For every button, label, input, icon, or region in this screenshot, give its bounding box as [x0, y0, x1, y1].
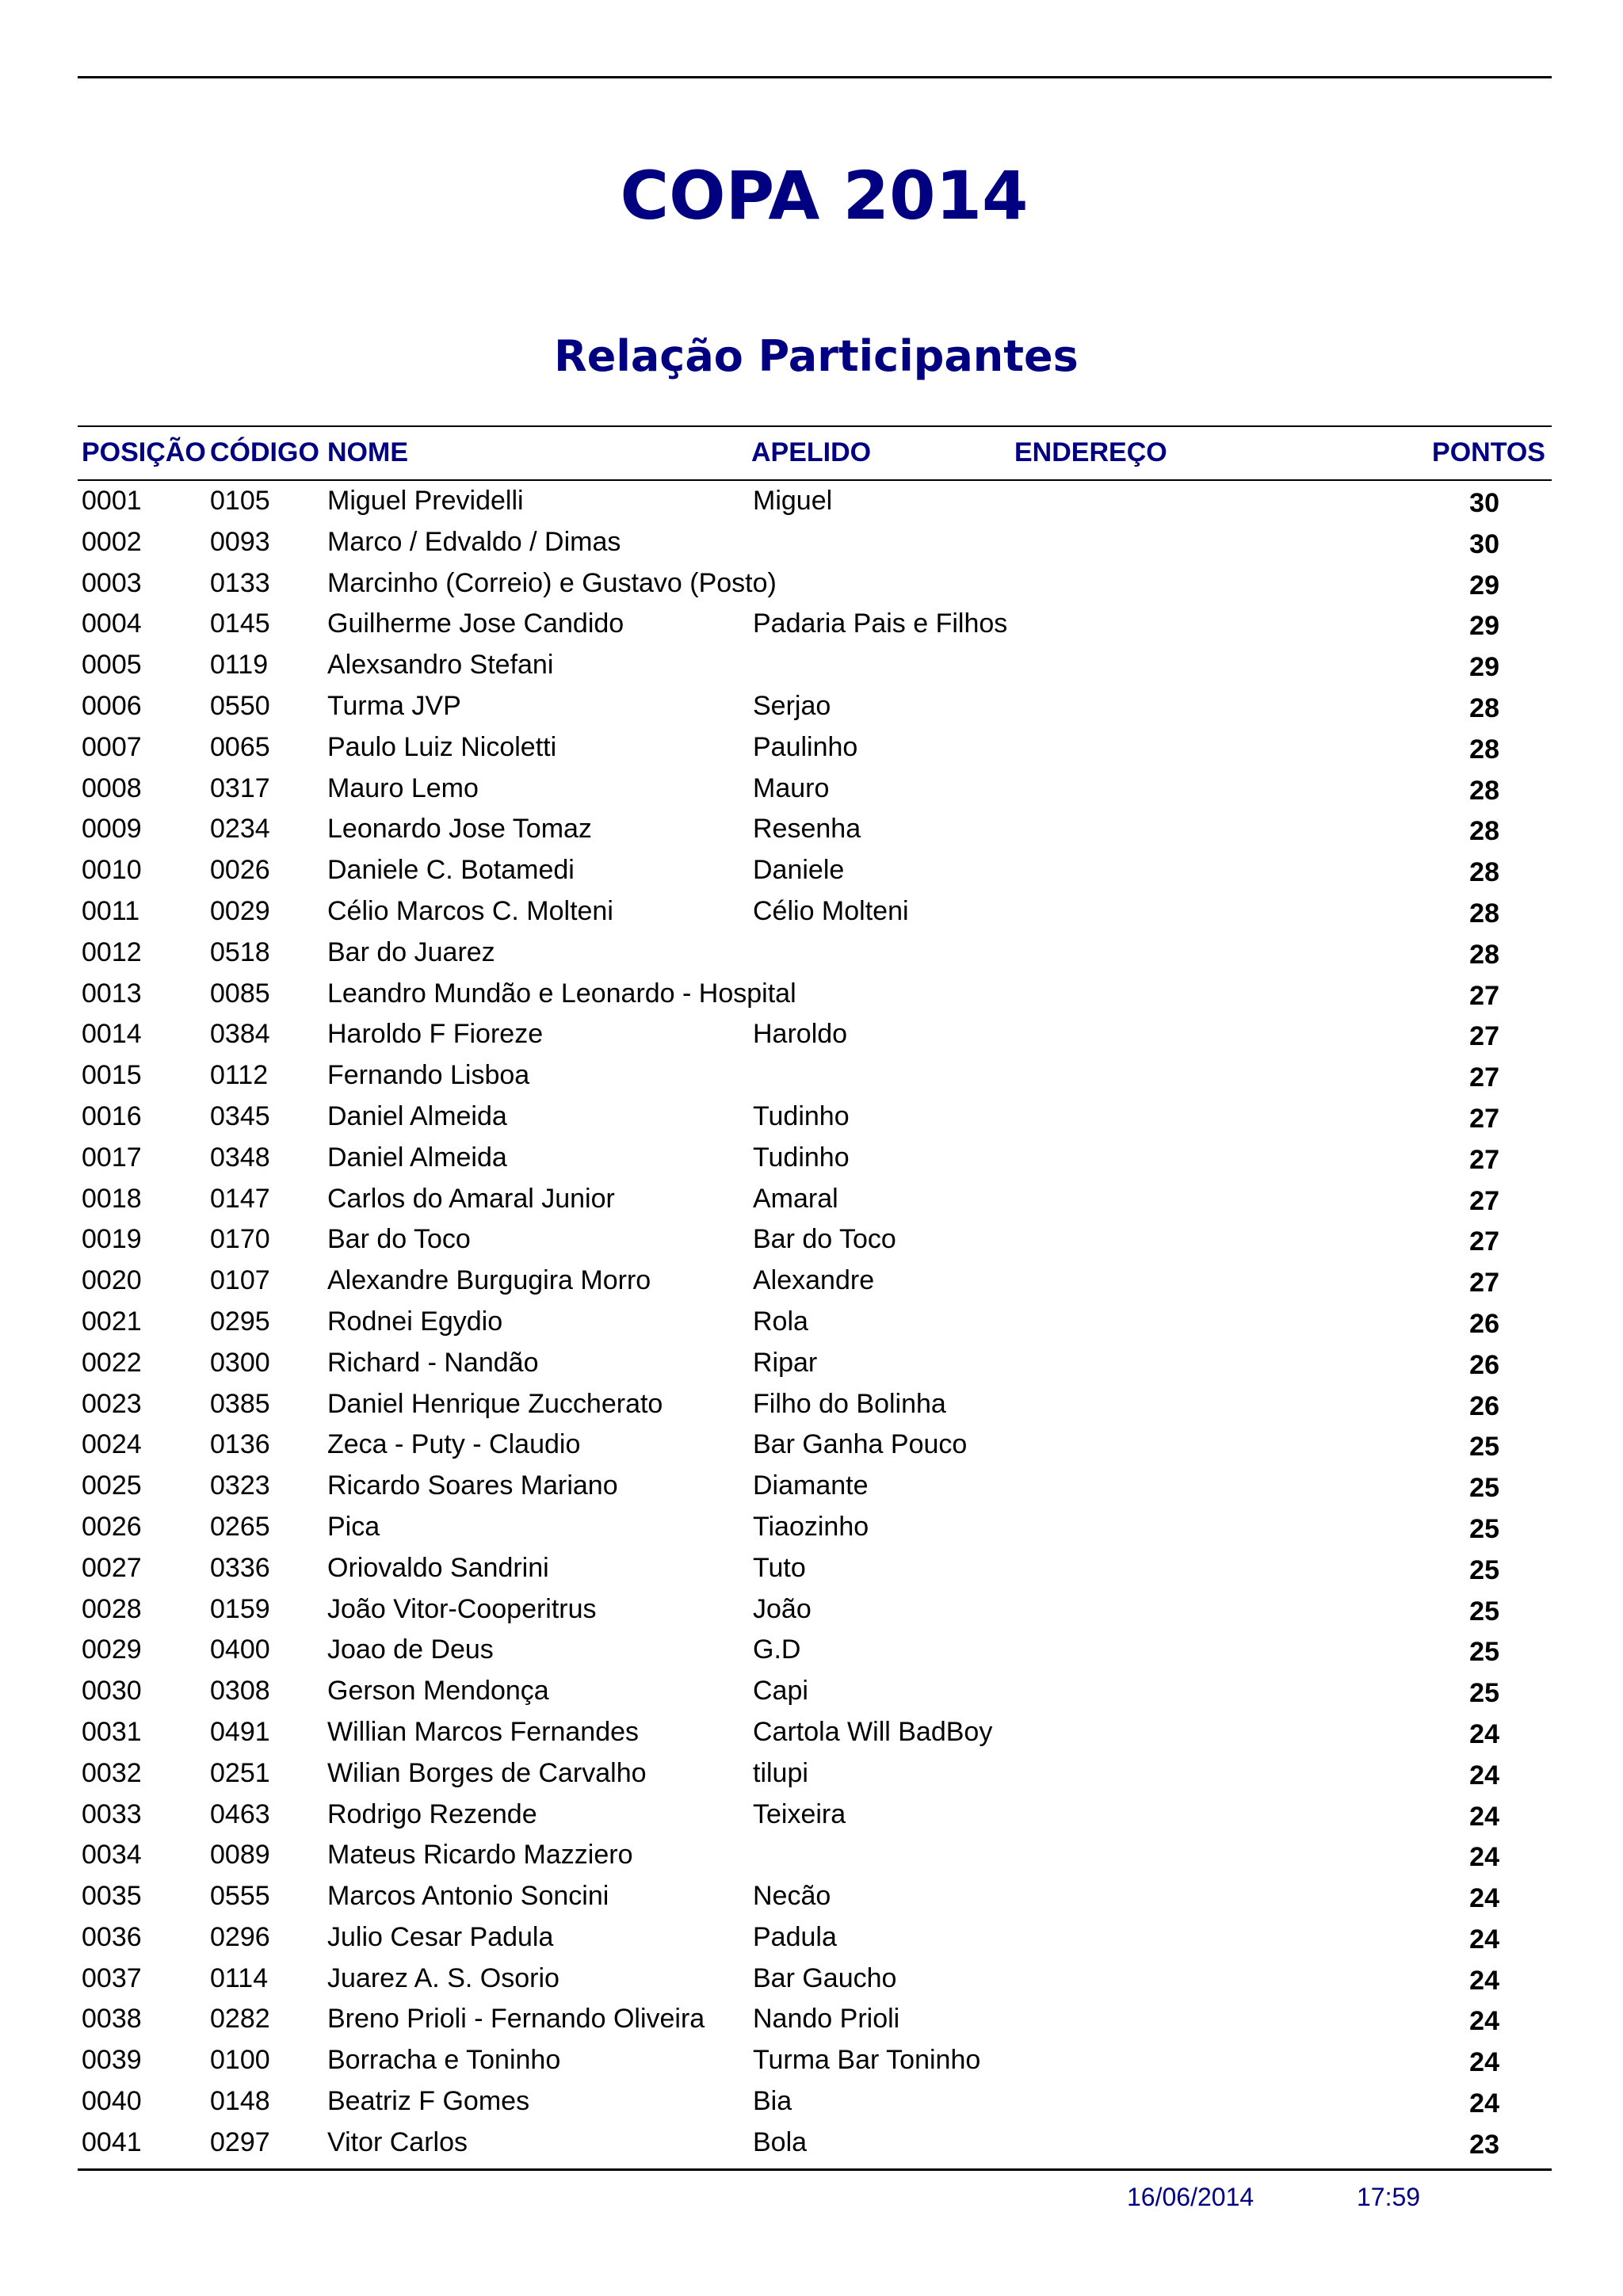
cell-pontos: 27 [1469, 1103, 1499, 1134]
cell-codigo: 0385 [210, 1388, 270, 1419]
table-row [0, 1302, 1623, 1343]
cell-pontos: 25 [1469, 1432, 1499, 1463]
cell-nome: Gerson Mendonça [327, 1676, 549, 1707]
header-apelido: APELIDO [751, 437, 872, 467]
table-row [0, 1917, 1623, 1958]
cell-codigo: 0114 [210, 1962, 269, 1993]
table-row [0, 1630, 1623, 1671]
cell-codigo: 0384 [210, 1019, 270, 1050]
cell-pontos: 24 [1469, 1718, 1499, 1749]
cell-pontos: 28 [1469, 898, 1499, 929]
cell-codigo: 0400 [210, 1634, 270, 1665]
cell-nome: Ricardo Soares Mariano [327, 1470, 618, 1501]
cell-apelido: Daniele [751, 850, 844, 891]
cell-nome: Vitor Carlos [327, 2126, 468, 2157]
cell-pontos: 24 [1469, 1842, 1499, 1873]
cell-posicao: 0024 [82, 1429, 142, 1460]
cell-codigo: 0093 [210, 526, 270, 557]
cell-posicao: 0006 [82, 690, 142, 721]
cell-codigo: 0550 [210, 690, 270, 721]
table-row [0, 522, 1623, 563]
cell-codigo: 0297 [210, 2126, 270, 2157]
cell-apelido: G.D [751, 1630, 800, 1671]
cell-nome: Mateus Ricardo Mazziero [327, 1840, 633, 1871]
cell-codigo: 0026 [210, 855, 270, 886]
cell-codigo: 0148 [210, 2086, 270, 2117]
bottom-rule [78, 2168, 1552, 2171]
cell-pontos: 26 [1469, 1349, 1499, 1380]
participants-table [0, 481, 1623, 2164]
table-row [0, 1219, 1623, 1261]
cell-codigo: 0345 [210, 1100, 270, 1131]
cell-posicao: 0037 [82, 1962, 142, 1993]
cell-posicao: 0038 [82, 2004, 142, 2035]
cell-posicao: 0034 [82, 1840, 142, 1871]
table-row [0, 1384, 1623, 1425]
cell-pontos: 25 [1469, 1513, 1499, 1544]
cell-nome: Alexsandro Stefani [327, 650, 554, 681]
cell-nome: Turma JVP [327, 690, 461, 721]
cell-nome: Daniele C. Botamedi [327, 855, 575, 886]
cell-nome: João Vitor-Cooperitrus [327, 1593, 597, 1624]
cell-nome: Leandro Mundão e Leonardo - Hospital [327, 978, 796, 1009]
table-row [0, 686, 1623, 727]
cell-nome: Marcinho (Correio) e Gustavo (Posto) [327, 567, 777, 598]
cell-codigo: 0147 [210, 1183, 270, 1214]
table-row [0, 645, 1623, 686]
cell-apelido: João [751, 1589, 812, 1630]
table-row [0, 1999, 1623, 2040]
cell-apelido: Filho do Bolinha [751, 1384, 946, 1425]
cell-nome: Juarez A. S. Osorio [327, 1962, 559, 1993]
cell-nome: Haroldo F Fioreze [327, 1019, 544, 1050]
cell-apelido: Bola [751, 2122, 807, 2164]
cell-posicao: 0039 [82, 2045, 142, 2076]
page-subtitle: Relação Participantes [554, 331, 1079, 381]
cell-pontos: 25 [1469, 1554, 1499, 1585]
cell-posicao: 0017 [82, 1142, 142, 1173]
cell-pontos: 24 [1469, 1760, 1499, 1791]
table-row [0, 604, 1623, 645]
cell-posicao: 0010 [82, 855, 142, 886]
cell-apelido: tilupi [751, 1753, 808, 1794]
cell-codigo: 0105 [210, 486, 270, 516]
cell-pontos: 30 [1469, 488, 1499, 518]
cell-posicao: 0022 [82, 1347, 142, 1378]
cell-nome: Joao de Deus [327, 1634, 494, 1665]
cell-posicao: 0007 [82, 731, 142, 762]
table-row [0, 1794, 1623, 1836]
cell-codigo: 0300 [210, 1347, 270, 1378]
cell-codigo: 0251 [210, 1757, 270, 1788]
cell-pontos: 27 [1469, 1226, 1499, 1257]
table-row [0, 1138, 1623, 1179]
cell-nome: Julio Cesar Padula [327, 1921, 554, 1952]
cell-apelido: Bar do Toco [751, 1219, 896, 1261]
cell-apelido: Célio Molteni [751, 891, 909, 933]
cell-posicao: 0012 [82, 936, 142, 967]
cell-codigo: 0100 [210, 2045, 270, 2076]
table-row [0, 2122, 1623, 2164]
cell-apelido: Tudinho [751, 1138, 850, 1179]
cell-pontos: 27 [1469, 980, 1499, 1011]
footer-date: 16/06/2014 [1127, 2183, 1254, 2211]
table-row [0, 1343, 1623, 1384]
cell-codigo: 0348 [210, 1142, 270, 1173]
cell-posicao: 0018 [82, 1183, 142, 1214]
cell-apelido: Alexandre [751, 1261, 874, 1302]
table-row [0, 2081, 1623, 2122]
table-header-top-rule [78, 425, 1552, 427]
cell-nome: Mauro Lemo [327, 772, 479, 803]
cell-codigo: 0323 [210, 1470, 270, 1501]
table-row [0, 563, 1623, 605]
cell-nome: Rodrigo Rezende [327, 1798, 537, 1829]
cell-pontos: 24 [1469, 2088, 1499, 2119]
cell-apelido: Amaral [751, 1179, 838, 1220]
table-row [0, 727, 1623, 769]
cell-apelido: Padaria Pais e Filhos [751, 604, 1007, 645]
cell-pontos: 28 [1469, 939, 1499, 970]
cell-pontos: 23 [1469, 2129, 1499, 2160]
header-codigo: CÓDIGO [210, 437, 319, 467]
cell-nome: Bar do Toco [327, 1224, 471, 1255]
cell-pontos: 27 [1469, 1268, 1499, 1299]
cell-posicao: 0009 [82, 814, 142, 845]
cell-codigo: 0463 [210, 1798, 270, 1829]
cell-apelido: Tiaozinho [751, 1507, 869, 1548]
cell-pontos: 30 [1469, 528, 1499, 559]
cell-posicao: 0026 [82, 1511, 142, 1542]
cell-posicao: 0041 [82, 2126, 142, 2157]
cell-nome: Richard - Nandão [327, 1347, 539, 1378]
cell-codigo: 0296 [210, 1921, 270, 1952]
table-row [0, 1589, 1623, 1630]
cell-pontos: 28 [1469, 816, 1499, 847]
table-row [0, 1261, 1623, 1302]
cell-apelido: Bia [751, 2081, 792, 2122]
cell-pontos: 27 [1469, 1021, 1499, 1052]
table-row [0, 1712, 1623, 1753]
cell-pontos: 28 [1469, 857, 1499, 888]
cell-nome: Leonardo Jose Tomaz [327, 814, 592, 845]
cell-codigo: 0265 [210, 1511, 270, 1542]
table-row [0, 1179, 1623, 1220]
cell-apelido: Paulinho [751, 727, 857, 769]
table-row [0, 2040, 1623, 2081]
cell-codigo: 0112 [210, 1060, 269, 1091]
cell-nome: Carlos do Amaral Junior [327, 1183, 615, 1214]
cell-codigo: 0089 [210, 1840, 270, 1871]
cell-codigo: 0136 [210, 1429, 270, 1460]
cell-pontos: 24 [1469, 1924, 1499, 1955]
cell-posicao: 0033 [82, 1798, 142, 1829]
cell-posicao: 0025 [82, 1470, 142, 1501]
cell-posicao: 0004 [82, 608, 142, 639]
table-row [0, 1425, 1623, 1466]
page-title: COPA 2014 [620, 157, 1029, 235]
table-row [0, 891, 1623, 933]
cell-posicao: 0029 [82, 1634, 142, 1665]
table-row [0, 769, 1623, 810]
cell-nome: Willian Marcos Fernandes [327, 1716, 640, 1747]
cell-apelido: Diamante [751, 1466, 869, 1507]
table-row [0, 1097, 1623, 1138]
cell-posicao: 0028 [82, 1593, 142, 1624]
cell-posicao: 0015 [82, 1060, 142, 1091]
table-row [0, 1548, 1623, 1589]
cell-nome: Alexandre Burgugira Morro [327, 1265, 651, 1296]
header-endereco: ENDEREÇO [1014, 437, 1167, 467]
header-pontos: PONTOS [1432, 437, 1545, 467]
cell-nome: Oriovaldo Sandrini [327, 1552, 549, 1583]
cell-apelido: Miguel [751, 481, 832, 522]
cell-nome: Wilian Borges de Carvalho [327, 1757, 647, 1788]
cell-posicao: 0040 [82, 2086, 142, 2117]
cell-apelido: Ripar [751, 1343, 817, 1384]
cell-pontos: 25 [1469, 1473, 1499, 1504]
cell-pontos: 29 [1469, 652, 1499, 683]
cell-posicao: 0002 [82, 526, 142, 557]
cell-codigo: 0133 [210, 567, 270, 598]
cell-posicao: 0008 [82, 772, 142, 803]
cell-pontos: 24 [1469, 1801, 1499, 1832]
cell-codigo: 0295 [210, 1306, 270, 1337]
cell-nome: Borracha e Toninho [327, 2045, 561, 2076]
cell-posicao: 0014 [82, 1019, 142, 1050]
table-row [0, 1671, 1623, 1712]
cell-nome: Beatriz F Gomes [327, 2086, 530, 2117]
cell-codigo: 0336 [210, 1552, 270, 1583]
cell-apelido: Bar Gaucho [751, 1958, 896, 2000]
cell-posicao: 0020 [82, 1265, 142, 1296]
cell-posicao: 0036 [82, 1921, 142, 1952]
cell-pontos: 25 [1469, 1637, 1499, 1668]
cell-posicao: 0021 [82, 1306, 142, 1337]
footer-time: 17:59 [1357, 2183, 1421, 2211]
cell-pontos: 26 [1469, 1390, 1499, 1421]
cell-codigo: 0234 [210, 814, 270, 845]
cell-apelido: Tuto [751, 1548, 806, 1589]
table-row [0, 809, 1623, 850]
cell-posicao: 0019 [82, 1224, 142, 1255]
cell-apelido: Tudinho [751, 1097, 850, 1138]
table-row [0, 1753, 1623, 1794]
cell-codigo: 0065 [210, 731, 270, 762]
table-row [0, 1466, 1623, 1507]
cell-apelido: Nando Prioli [751, 1999, 899, 2040]
table-row [0, 1507, 1623, 1548]
cell-codigo: 0170 [210, 1224, 270, 1255]
cell-pontos: 25 [1469, 1596, 1499, 1627]
cell-pontos: 29 [1469, 570, 1499, 601]
cell-posicao: 0003 [82, 567, 142, 598]
cell-nome: Guilherme Jose Candido [327, 608, 624, 639]
header-nome: NOME [327, 437, 408, 467]
cell-pontos: 26 [1469, 1308, 1499, 1339]
cell-codigo: 0491 [210, 1716, 270, 1747]
cell-apelido: Teixeira [751, 1794, 846, 1836]
cell-nome: Marcos Antonio Soncini [327, 1881, 609, 1912]
cell-nome: Daniel Henrique Zuccherato [327, 1388, 663, 1419]
cell-pontos: 24 [1469, 2047, 1499, 2078]
cell-codigo: 0555 [210, 1881, 270, 1912]
cell-nome: Miguel Previdelli [327, 486, 524, 516]
cell-apelido: Serjao [751, 686, 831, 727]
top-rule [78, 76, 1552, 78]
cell-posicao: 0023 [82, 1388, 142, 1419]
cell-apelido: Cartola Will BadBoy [751, 1712, 992, 1753]
cell-apelido: Padula [751, 1917, 837, 1958]
cell-nome: Zeca - Puty - Claudio [327, 1429, 581, 1460]
cell-apelido: Rola [751, 1302, 808, 1343]
cell-apelido: Haroldo [751, 1014, 847, 1055]
cell-pontos: 27 [1469, 1185, 1499, 1216]
header-posicao: POSIÇÃO [82, 437, 206, 467]
cell-pontos: 24 [1469, 1883, 1499, 1914]
cell-nome: Célio Marcos C. Molteni [327, 895, 613, 926]
cell-nome: Rodnei Egydio [327, 1306, 503, 1337]
table-row [0, 1055, 1623, 1097]
table-row [0, 1835, 1623, 1876]
table-row [0, 1958, 1623, 2000]
cell-codigo: 0308 [210, 1676, 270, 1707]
cell-apelido: Necão [751, 1876, 831, 1917]
cell-posicao: 0005 [82, 650, 142, 681]
table-row [0, 1876, 1623, 1917]
cell-nome: Pica [327, 1511, 380, 1542]
cell-pontos: 27 [1469, 1144, 1499, 1175]
cell-posicao: 0016 [82, 1100, 142, 1131]
cell-codigo: 0145 [210, 608, 270, 639]
cell-posicao: 0032 [82, 1757, 142, 1788]
cell-apelido: Mauro [751, 769, 829, 810]
cell-codigo: 0029 [210, 895, 270, 926]
cell-nome: Paulo Luiz Nicoletti [327, 731, 557, 762]
cell-pontos: 28 [1469, 734, 1499, 765]
cell-posicao: 0013 [82, 978, 142, 1009]
cell-posicao: 0031 [82, 1716, 142, 1747]
cell-pontos: 29 [1469, 611, 1499, 642]
cell-pontos: 28 [1469, 692, 1499, 723]
cell-nome: Fernando Lisboa [327, 1060, 530, 1091]
cell-pontos: 25 [1469, 1678, 1499, 1709]
cell-posicao: 0001 [82, 486, 142, 516]
cell-nome: Breno Prioli - Fernando Oliveira [327, 2004, 705, 2035]
cell-pontos: 24 [1469, 1965, 1499, 1996]
table-row [0, 974, 1623, 1015]
cell-codigo: 0085 [210, 978, 270, 1009]
cell-posicao: 0030 [82, 1676, 142, 1707]
table-row [0, 481, 1623, 522]
cell-nome: Daniel Almeida [327, 1100, 507, 1131]
cell-codigo: 0518 [210, 936, 270, 967]
cell-nome: Daniel Almeida [327, 1142, 507, 1173]
cell-codigo: 0282 [210, 2004, 270, 2035]
cell-pontos: 24 [1469, 2006, 1499, 2037]
cell-codigo: 0159 [210, 1593, 270, 1624]
cell-pontos: 27 [1469, 1062, 1499, 1093]
cell-codigo: 0119 [210, 650, 269, 681]
table-row [0, 850, 1623, 891]
cell-posicao: 0011 [82, 895, 140, 926]
cell-nome: Marco / Edvaldo / Dimas [327, 526, 621, 557]
table-row [0, 933, 1623, 974]
cell-apelido: Resenha [751, 809, 861, 850]
cell-apelido: Capi [751, 1671, 808, 1712]
cell-pontos: 28 [1469, 775, 1499, 806]
cell-apelido: Turma Bar Toninho [751, 2040, 980, 2081]
table-row [0, 1014, 1623, 1055]
cell-apelido: Bar Ganha Pouco [751, 1425, 967, 1466]
cell-nome: Bar do Juarez [327, 936, 495, 967]
cell-codigo: 0317 [210, 772, 270, 803]
cell-codigo: 0107 [210, 1265, 270, 1296]
cell-posicao: 0027 [82, 1552, 142, 1583]
cell-posicao: 0035 [82, 1881, 142, 1912]
